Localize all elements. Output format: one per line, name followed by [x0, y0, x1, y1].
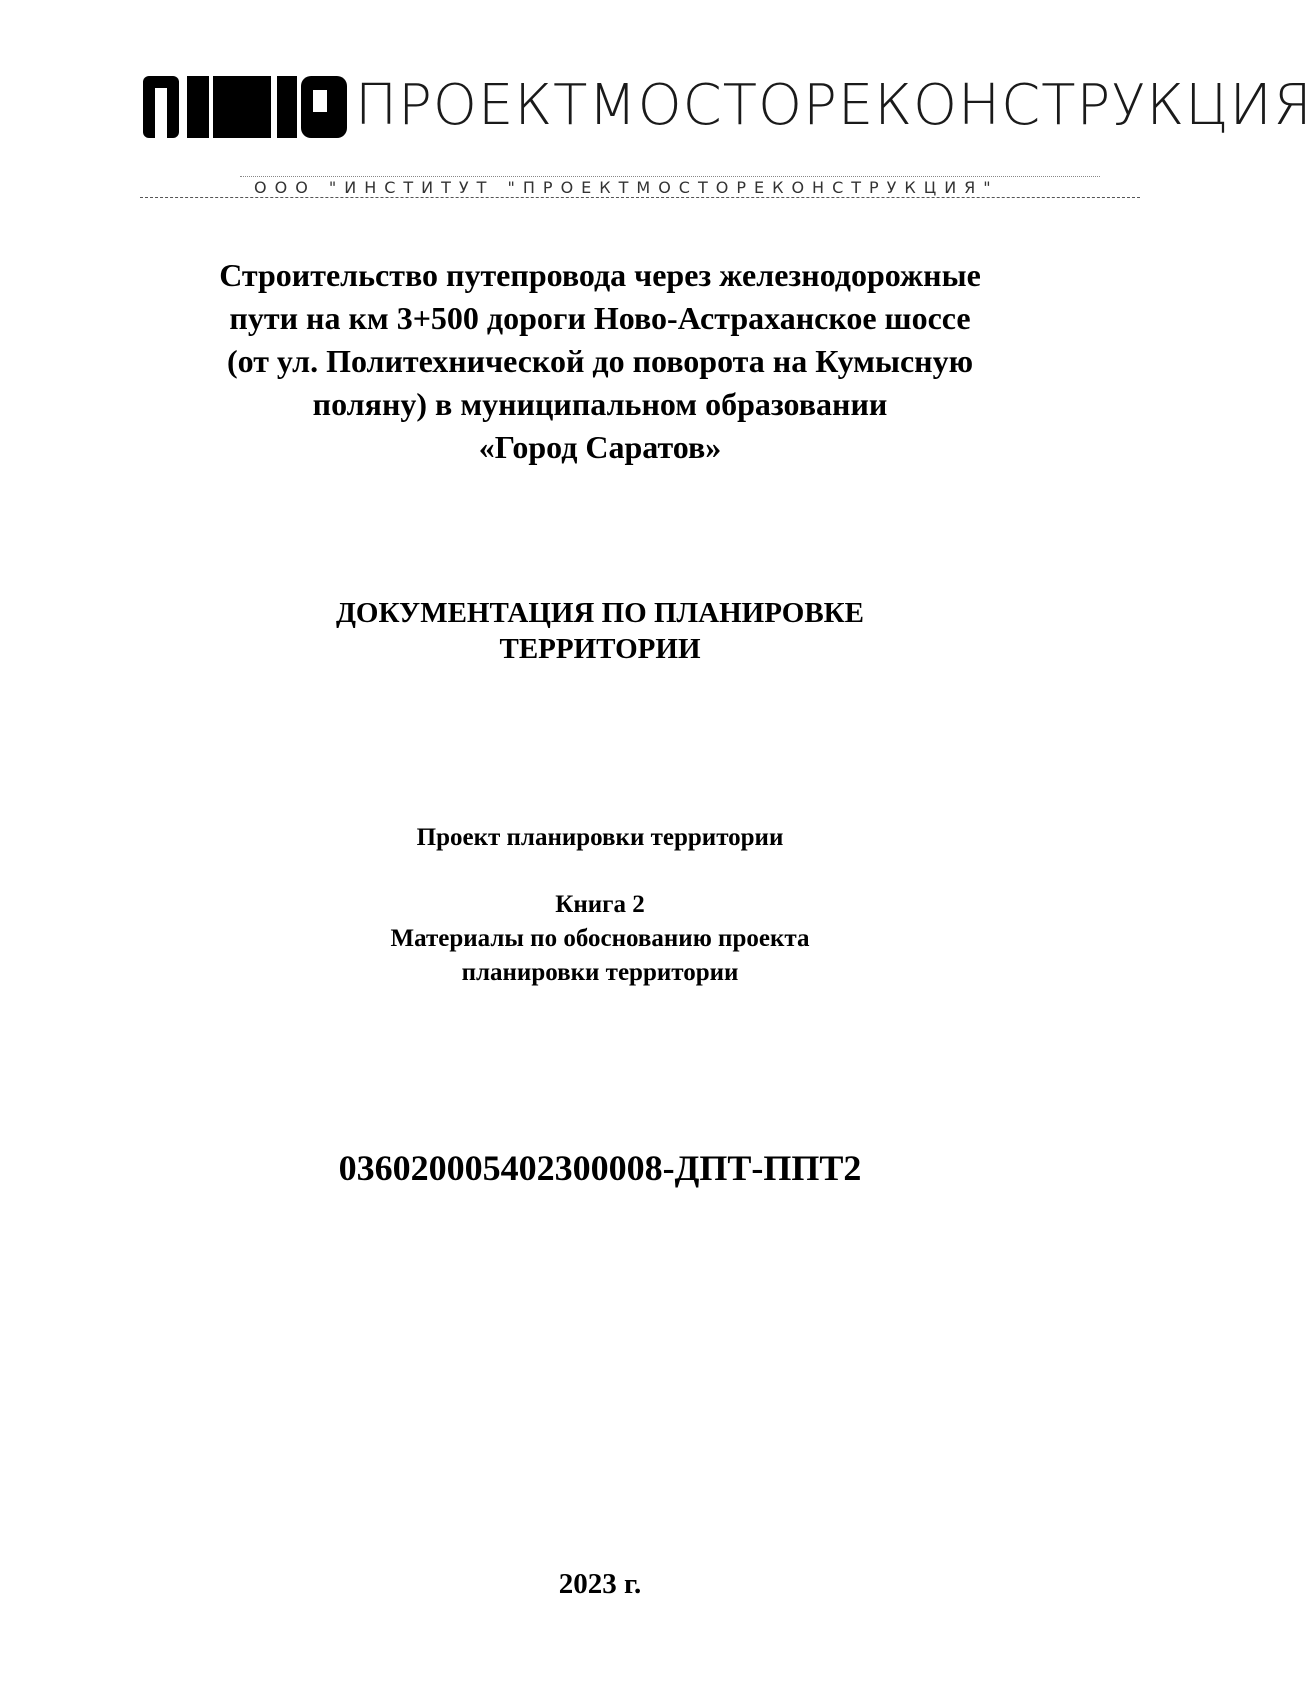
book-info [0, 888, 1200, 990]
book-description-line: планировки территории [461, 959, 739, 986]
doc-type-line: ТЕРРИТОРИИ [499, 633, 701, 665]
divider [240, 176, 1100, 177]
document-title [0, 254, 1200, 469]
book-number: Книга 2 [555, 891, 645, 918]
documentation-type [0, 595, 1200, 667]
book-description-line: Материалы по обоснованию проекта [390, 925, 810, 952]
company-subtitle-bar [140, 174, 1140, 204]
document-year: 2023 г. [558, 1568, 642, 1600]
document-code: 036020005402300008-ДПТ-ППТ2 [338, 1148, 862, 1188]
title-line: (от ул. Политехнической до поворота на Кумысную [226, 343, 974, 379]
title-line: поляну) в муниципальном образовании [312, 386, 888, 422]
company-name: ПРОЕКТМОСТОРЕКОНСТРУКЦИЯ [355, 73, 1313, 138]
logo-mark-icon [143, 72, 347, 142]
title-line: «Город Саратов» [478, 429, 722, 465]
company-legal-name: ООО "ИНСТИТУТ "ПРОЕКТМОСТОРЕКОНСТРУКЦИЯ" [248, 178, 1005, 197]
doc-type-line: ДОКУМЕНТАЦИЯ ПО ПЛАНИРОВКЕ [335, 597, 865, 629]
title-line: Строительство путепровода через железнодорожные [219, 257, 981, 293]
divider [140, 197, 1140, 198]
title-line: пути на км 3+500 дороги Ново-Астраханское шоссе [229, 300, 971, 336]
company-logo [143, 72, 1313, 142]
project-name: Проект планировки территории [416, 824, 784, 851]
